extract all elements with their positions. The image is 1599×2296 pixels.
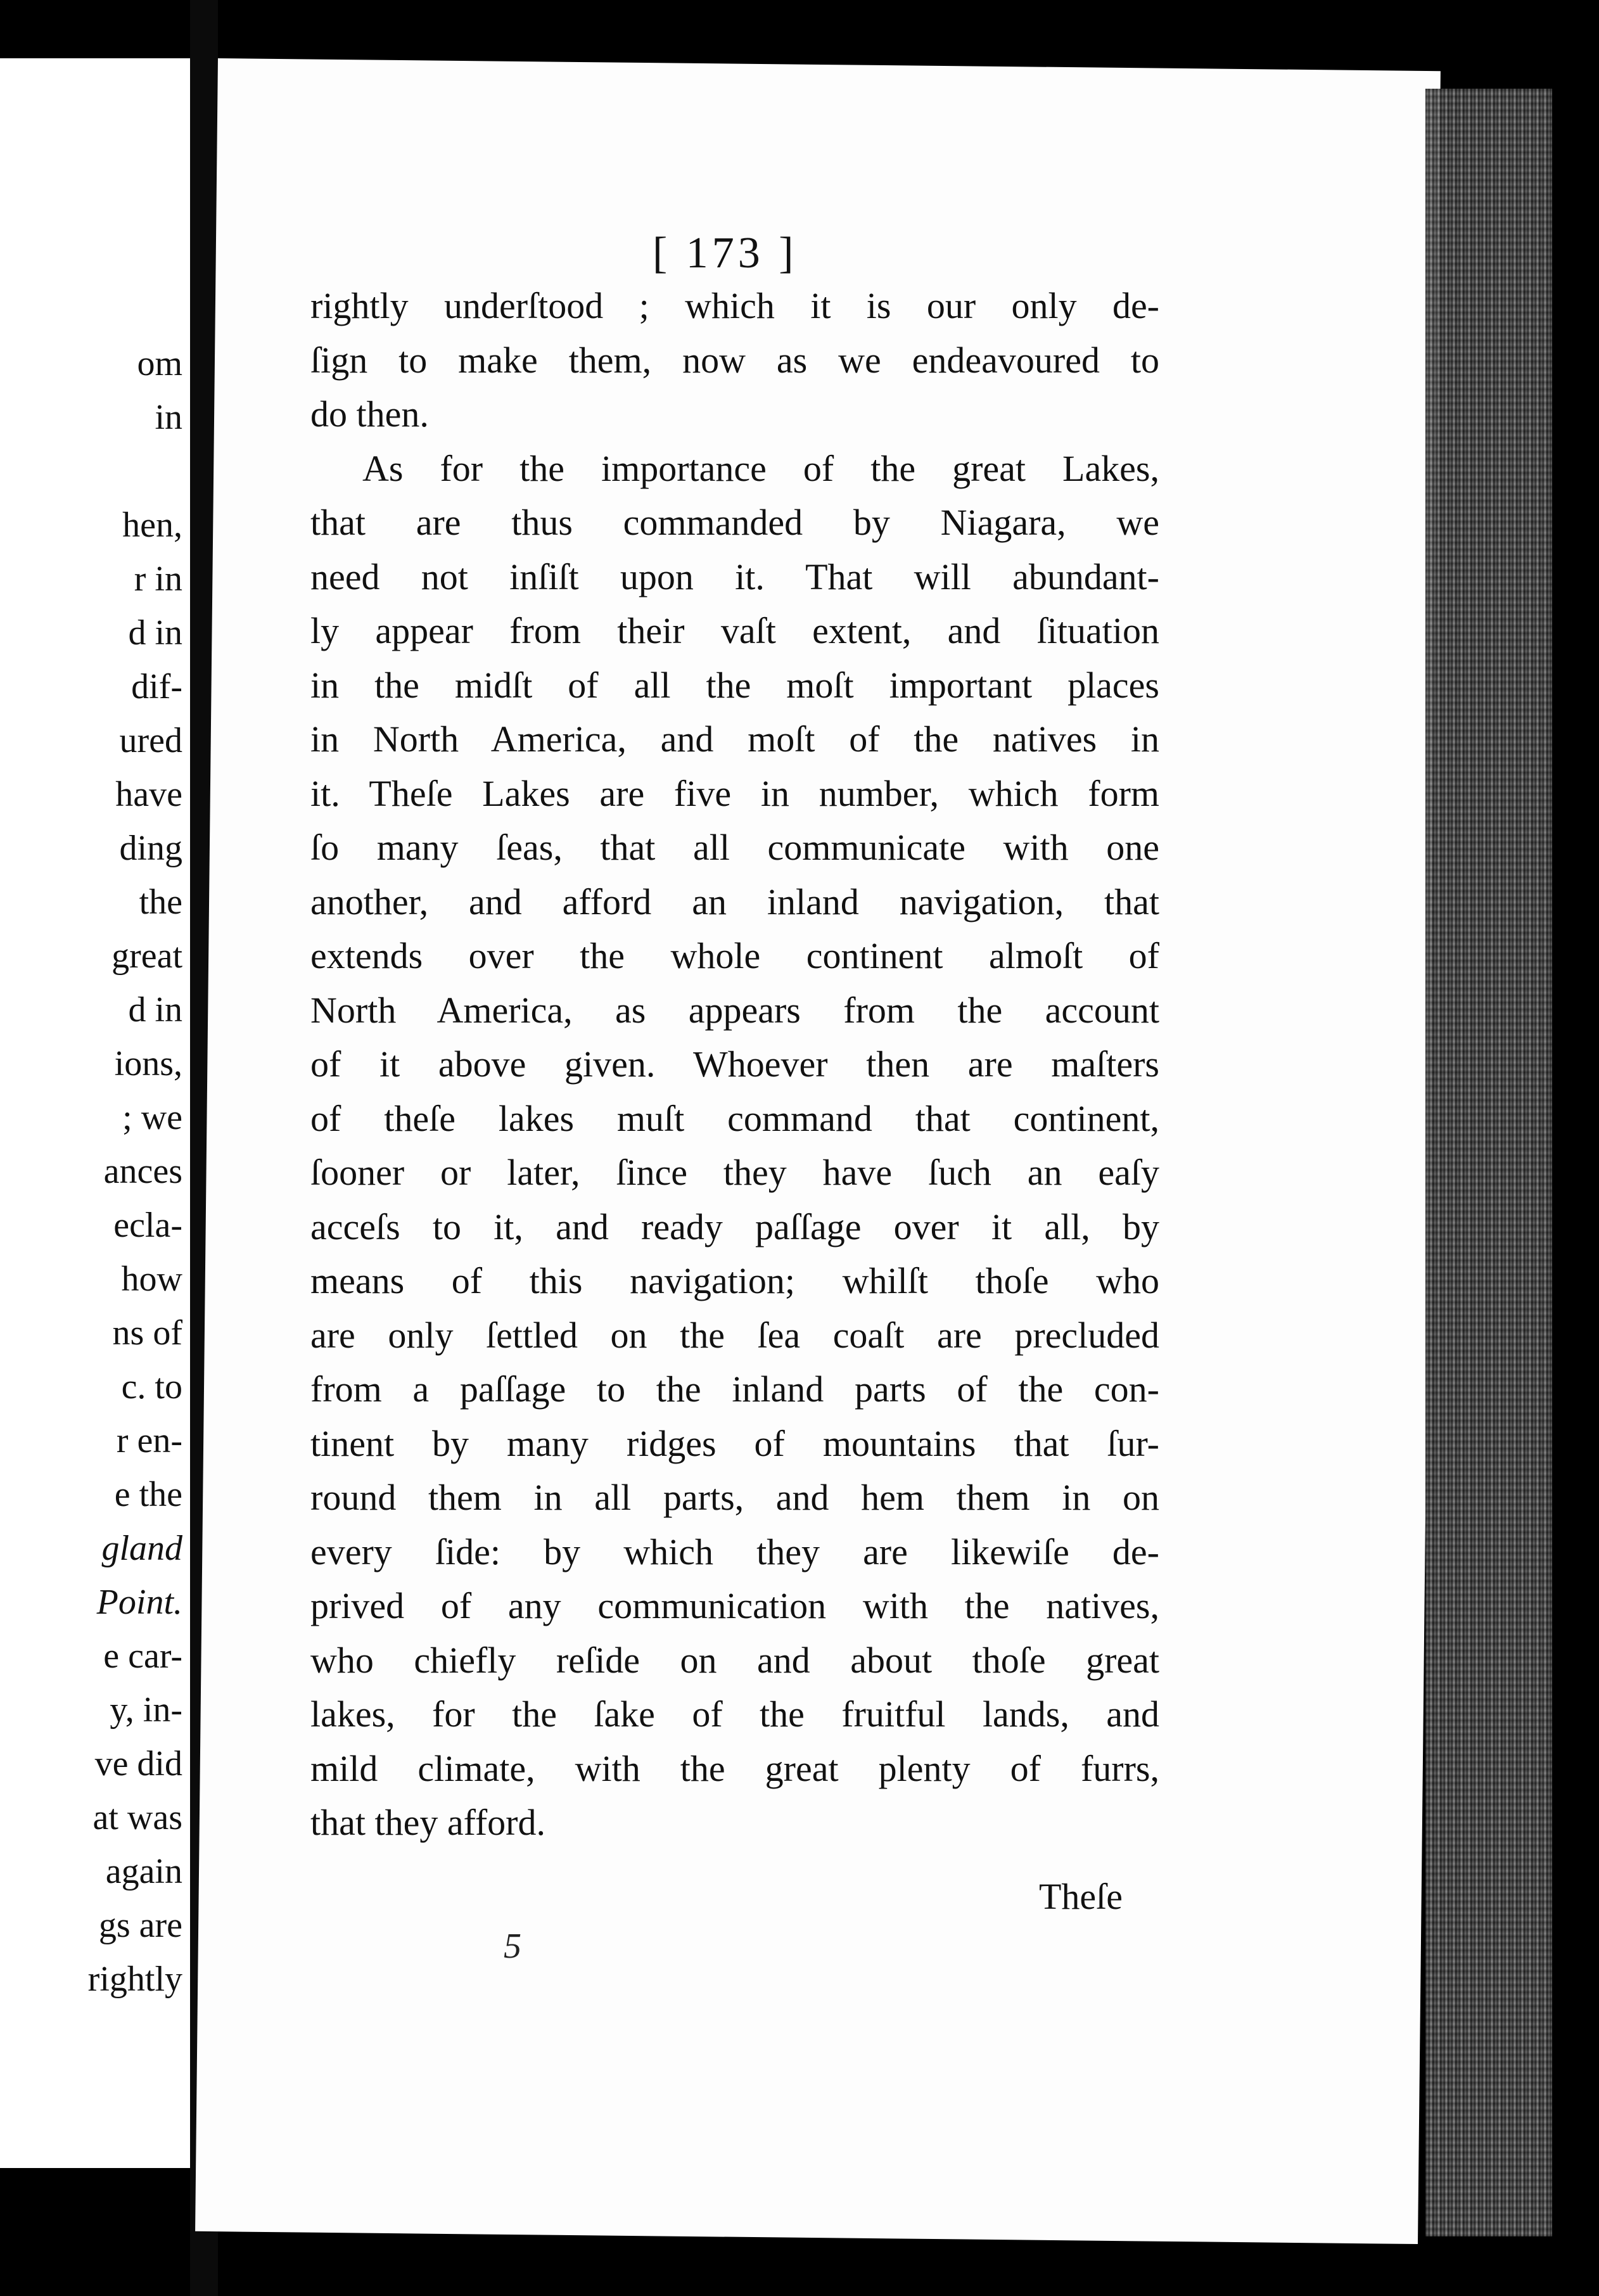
left-line: rightly <box>87 1960 182 1999</box>
left-line: at was <box>92 1798 182 1837</box>
left-line: ; we <box>122 1098 182 1137</box>
left-line: have <box>115 775 182 814</box>
text-line: of it above given. Whoever then are maſters <box>310 1043 1159 1085</box>
left-line: ve did <box>94 1744 182 1783</box>
text-line: every ſide: by which they are likewiſe de- <box>310 1531 1159 1572</box>
text-line: it. Theſe Lakes are five in number, which form <box>310 772 1159 814</box>
text-line: do then. <box>310 393 429 435</box>
left-line: ding <box>119 829 182 868</box>
text-line: means of this navigation; whilſt thoſe who <box>310 1260 1159 1301</box>
body-text <box>310 279 1159 1850</box>
left-line: ions, <box>114 1044 182 1083</box>
left-page-text-fragments <box>88 337 182 2006</box>
left-line: e the <box>114 1475 182 1514</box>
text-line: prived of any communication with the natives, <box>310 1585 1159 1626</box>
text-line: ſo many ſeas, that all communicate with one <box>310 827 1159 868</box>
text-line: need not inſiſt upon it. That will abundant- <box>310 556 1159 597</box>
left-line: Point. <box>96 1583 182 1622</box>
left-line <box>88 445 182 499</box>
left-line: the <box>139 883 182 922</box>
text-line: are only ſettled on the ſea coaſt are precluded <box>310 1314 1159 1356</box>
left-line: dif- <box>131 667 182 706</box>
text-line: acceſs to it, and ready paſſage over it all, by <box>310 1206 1159 1247</box>
left-line: great <box>111 936 182 976</box>
left-line: om <box>137 344 182 383</box>
text-line: in the midſt of all the moſt important places <box>310 664 1159 706</box>
left-line: ured <box>119 721 182 760</box>
text-line: in North America, and moſt of the natives in <box>310 718 1159 760</box>
left-facing-page <box>0 58 190 2168</box>
left-line: how <box>121 1260 182 1299</box>
text-line: that are thus commanded by Niagara, we <box>310 502 1159 543</box>
text-line: round them in all parts, and hem them in on <box>310 1477 1159 1518</box>
left-line: ns of <box>112 1313 182 1353</box>
text-line: of theſe lakes muſt command that continent, <box>310 1097 1159 1139</box>
left-line: again <box>105 1852 182 1891</box>
left-line: e car- <box>103 1636 182 1676</box>
text-line: that they afford. <box>310 1802 545 1843</box>
left-line: d in <box>128 990 182 1030</box>
text-line: mild climate, with the great plenty of furrs, <box>310 1747 1159 1789</box>
left-line: gs are <box>98 1906 182 1945</box>
left-line: d in <box>128 613 182 653</box>
page-edge-stack <box>1425 89 1552 2236</box>
text-line: another, and afford an inland navigation, that <box>310 881 1159 922</box>
text-line: ſign to make them, now as we endeavoured to <box>310 339 1159 381</box>
left-line: r in <box>134 559 182 599</box>
left-line: r en- <box>116 1421 182 1460</box>
catchword: Theſe <box>1039 1876 1123 1917</box>
left-line: gland <box>101 1529 182 1568</box>
left-line: hen, <box>122 506 182 545</box>
text-line: As for the importance of the great Lakes, <box>362 447 1159 489</box>
text-line: North America, as appears from the account <box>310 989 1159 1031</box>
text-line: tinent by many ridges of mountains that ſur- <box>310 1422 1159 1464</box>
text-line: lakes, for the ſake of the fruitful lands, and <box>310 1693 1159 1735</box>
text-line: ſooner or later, ſince they have ſuch an eaſy <box>310 1152 1159 1193</box>
text-line: from a paſſage to the inland parts of the con- <box>310 1368 1159 1410</box>
text-line: extends over the whole continent almoſt of <box>310 935 1159 976</box>
left-line: ances <box>103 1152 182 1191</box>
page-number: [ 173 ] <box>653 229 798 277</box>
left-line: y, in- <box>110 1690 182 1730</box>
text-line: ly appear from their vaſt extent, and ſituation <box>310 610 1159 651</box>
text-line: who chiefly reſide on and about thoſe great <box>310 1639 1159 1681</box>
left-line: c. to <box>121 1367 182 1406</box>
text-line: rightly underſtood ; which it is our only de- <box>310 285 1159 326</box>
signature-mark: 5 <box>504 1927 521 1966</box>
left-line: ecla- <box>113 1206 182 1245</box>
left-line: in <box>155 398 182 437</box>
